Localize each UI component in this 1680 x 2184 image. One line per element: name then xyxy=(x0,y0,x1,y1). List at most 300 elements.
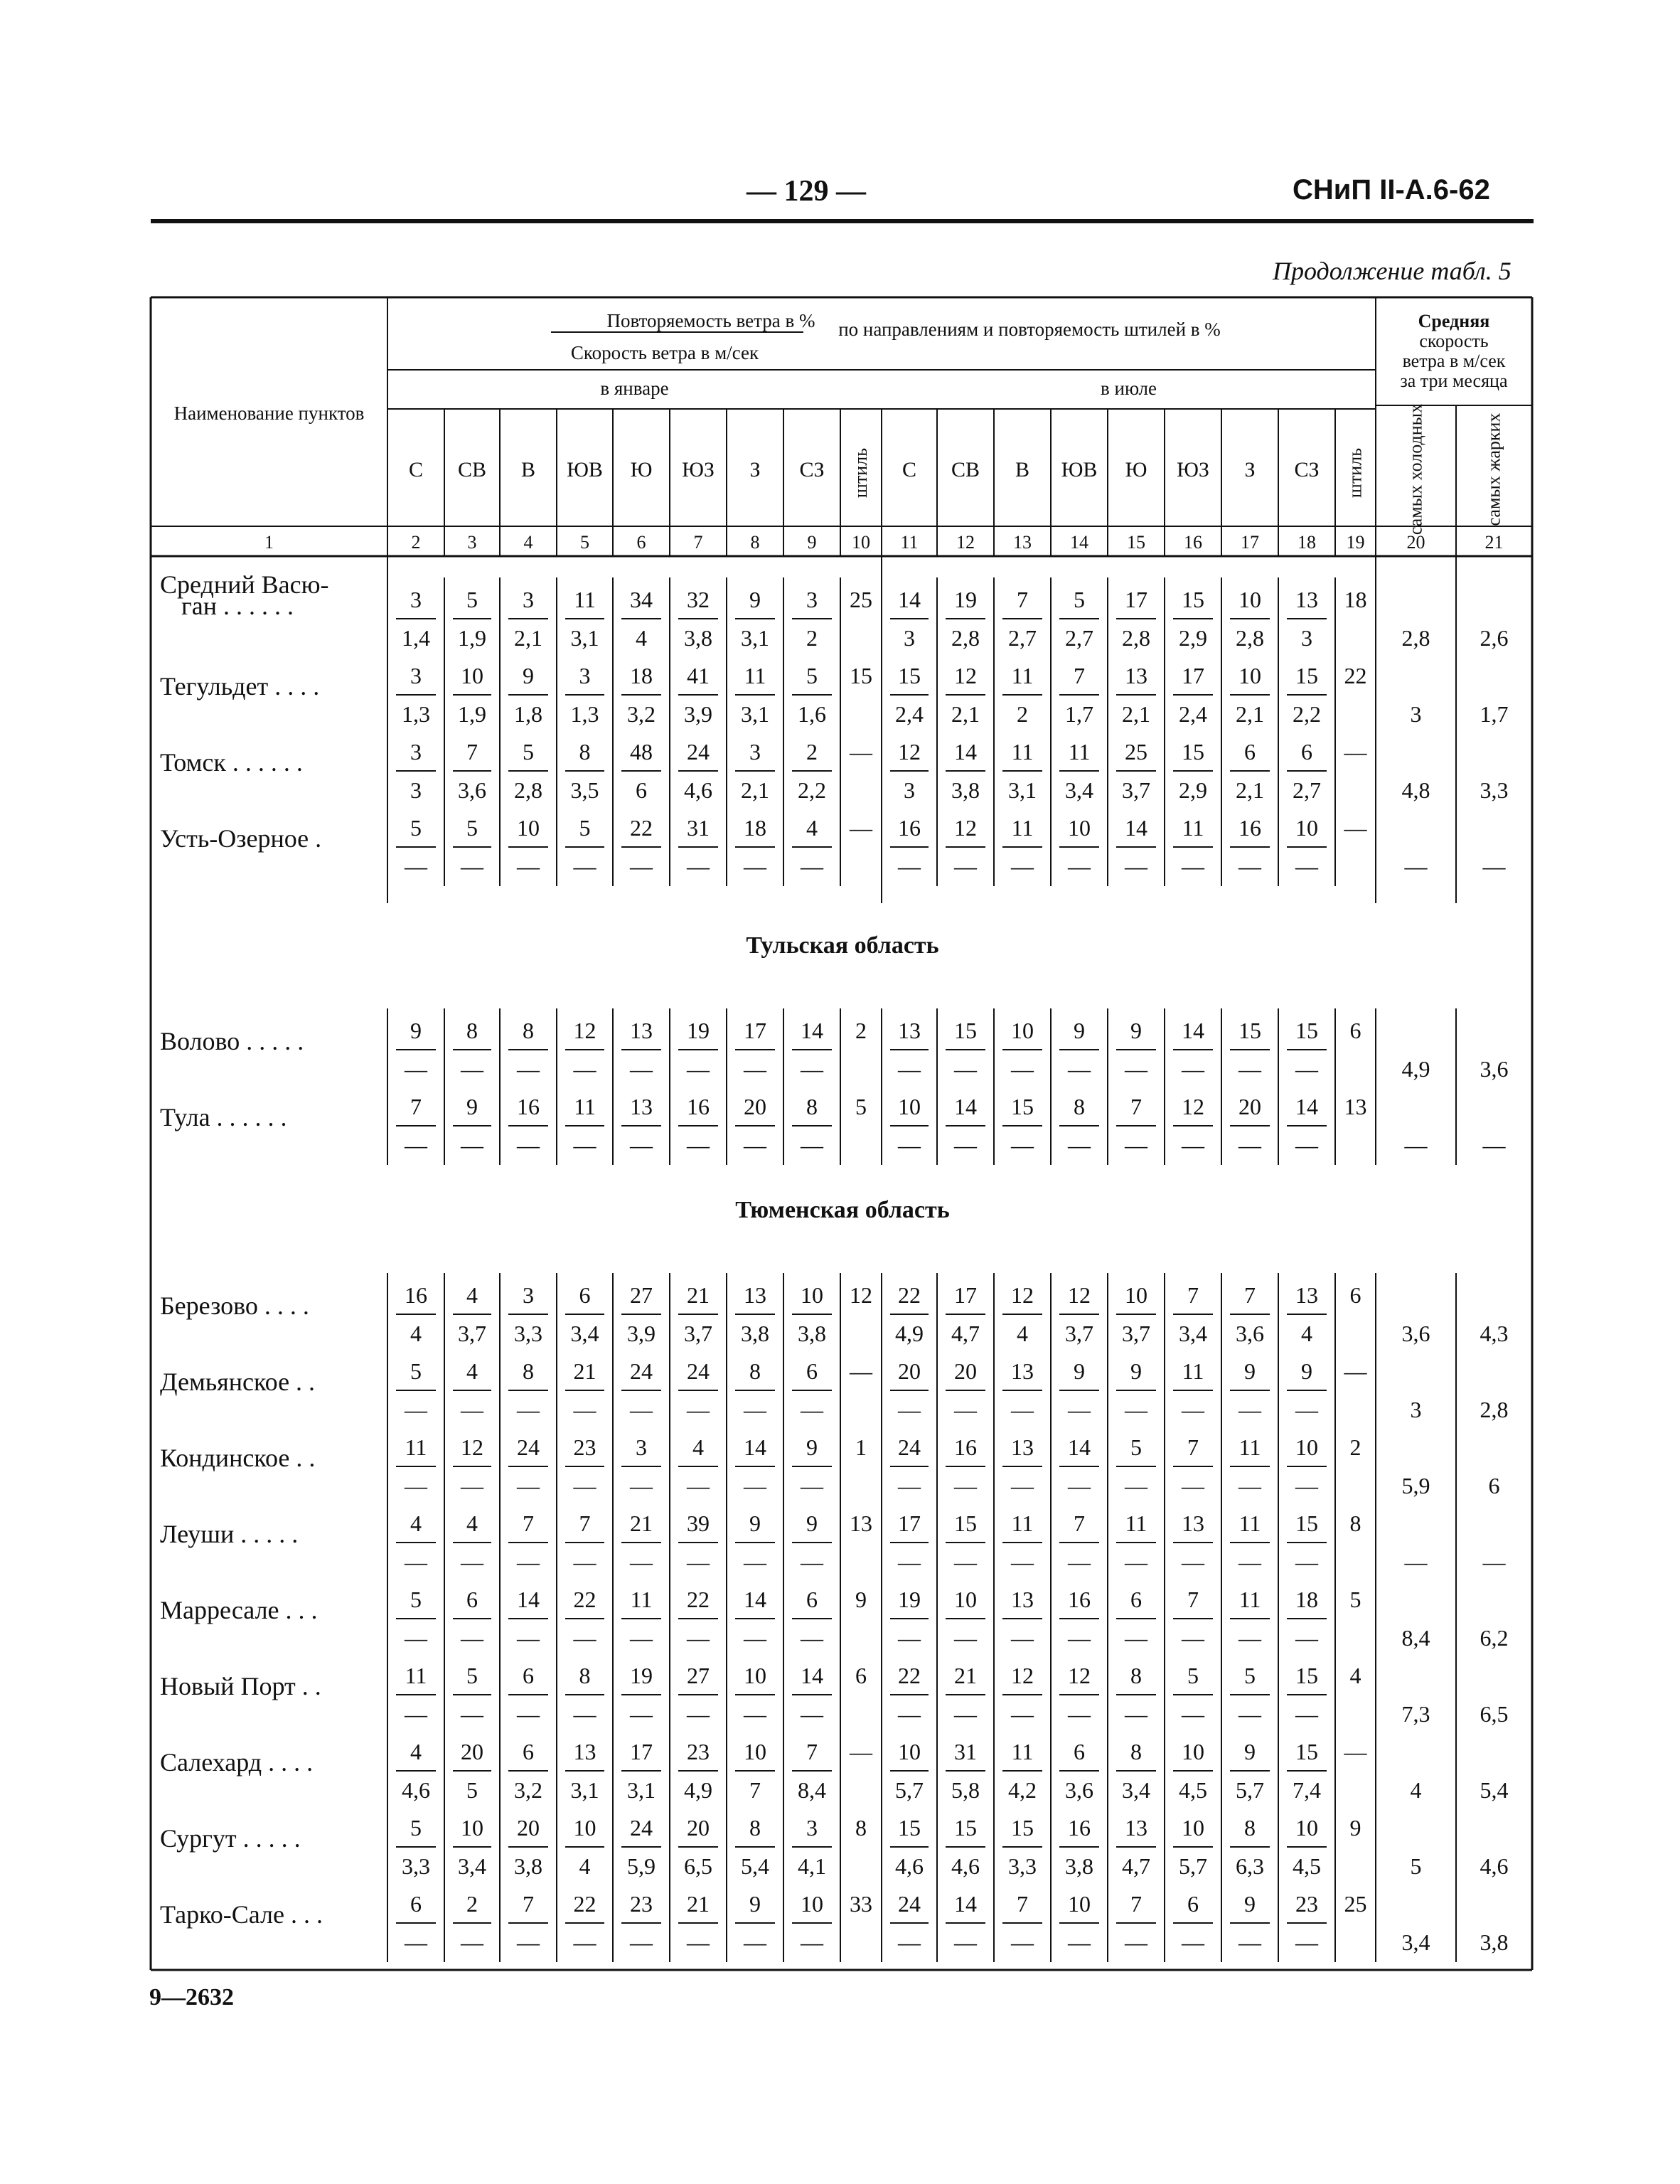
speed-value: 4,6 xyxy=(684,777,712,803)
column-number: 19 xyxy=(1346,532,1365,553)
speed-value: — xyxy=(1011,1056,1034,1082)
frequency-value: 10 xyxy=(1125,1282,1147,1308)
speed-value: — xyxy=(461,1701,483,1727)
frequency-value: 16 xyxy=(954,1434,977,1460)
speed-value: — xyxy=(461,853,483,879)
speed-value: 3,7 xyxy=(458,1321,486,1346)
frequency-value: 19 xyxy=(898,1587,921,1612)
speed-value: — xyxy=(1011,1549,1034,1575)
frequency-value: 24 xyxy=(898,1434,921,1460)
speed-value: — xyxy=(461,1929,483,1955)
avg-coldest-value: 3,4 xyxy=(1401,1929,1430,1955)
header-coldest: самых холодных xyxy=(1405,403,1426,536)
speed-value: — xyxy=(405,1397,427,1422)
speed-value: 3,7 xyxy=(1065,1321,1093,1346)
station-name: Салехард . . . . xyxy=(160,1748,314,1777)
frequency-value: 4 xyxy=(692,1434,704,1460)
frequency-value: 8 xyxy=(1130,1663,1142,1688)
header-speed-title: Скорость ветра в м/сек xyxy=(570,342,759,363)
frequency-value: 9 xyxy=(523,663,534,688)
frequency-value: 25 xyxy=(1125,739,1147,765)
header-avg-speed: ветра в м/сек xyxy=(1402,351,1506,371)
speed-value: — xyxy=(687,1625,710,1651)
station-name: Волово . . . . . xyxy=(160,1027,304,1055)
speed-value: — xyxy=(1011,1132,1034,1158)
frequency-value: 3 xyxy=(410,663,422,688)
speed-value: 1,4 xyxy=(402,625,430,651)
frequency-value: 5 xyxy=(1074,587,1085,612)
speed-value: 6 xyxy=(636,777,647,803)
calm-value: 22 xyxy=(1344,663,1367,688)
station-name: Леуши . . . . . xyxy=(160,1520,299,1548)
speed-value: — xyxy=(630,1473,653,1498)
frequency-value: 8 xyxy=(749,1358,761,1384)
frequency-value: 21 xyxy=(687,1282,710,1308)
frequency-value: 22 xyxy=(630,815,653,841)
frequency-value: 7 xyxy=(579,1511,591,1536)
frequency-value: 21 xyxy=(687,1891,710,1917)
frequency-value: 5 xyxy=(1244,1663,1256,1688)
frequency-value: 11 xyxy=(1238,1587,1261,1612)
speed-value: — xyxy=(898,1549,921,1575)
frequency-value: 15 xyxy=(1238,1018,1261,1043)
speed-value: — xyxy=(801,1625,823,1651)
avg-hottest-value: 2,6 xyxy=(1480,625,1509,651)
speed-value: — xyxy=(1295,1625,1318,1651)
frequency-value: 13 xyxy=(630,1094,653,1119)
frequency-value: 14 xyxy=(517,1587,540,1612)
speed-value: — xyxy=(405,1132,427,1158)
station-name: Марресале . . . xyxy=(160,1596,318,1624)
speed-value: — xyxy=(744,1473,766,1498)
header-direction: ЮВ xyxy=(567,458,603,481)
station-name: Кондинское . . xyxy=(160,1444,316,1472)
frequency-value: 5 xyxy=(410,1587,422,1612)
speed-value: — xyxy=(1238,1473,1261,1498)
frequency-value: 7 xyxy=(523,1511,534,1536)
frequency-value: 6 xyxy=(806,1358,818,1384)
speed-value: — xyxy=(1068,1549,1091,1575)
speed-value: 3,8 xyxy=(951,777,980,803)
speed-value: 3,8 xyxy=(798,1321,826,1346)
avg-coldest-value: 5,9 xyxy=(1401,1473,1430,1498)
frequency-value: 5 xyxy=(1187,1663,1199,1688)
frequency-value: 12 xyxy=(1182,1094,1204,1119)
printer-signature: 9—2632 xyxy=(149,1984,234,2010)
frequency-value: 21 xyxy=(630,1511,653,1536)
speed-value: — xyxy=(687,1549,710,1575)
frequency-value: 13 xyxy=(1295,587,1318,612)
speed-value: 2,9 xyxy=(1179,777,1207,803)
section-title: Тюменская область xyxy=(735,1197,950,1223)
speed-value: 3 xyxy=(410,777,422,803)
frequency-value: 15 xyxy=(1182,587,1204,612)
frequency-value: 10 xyxy=(517,815,540,841)
speed-value: — xyxy=(801,853,823,879)
header-hottest: самых жарких xyxy=(1483,412,1504,526)
frequency-value: 13 xyxy=(898,1018,921,1043)
speed-value: — xyxy=(1182,1132,1204,1158)
speed-value: — xyxy=(1068,1701,1091,1727)
calm-value: 6 xyxy=(855,1663,867,1688)
header-july: в июле xyxy=(1101,378,1157,399)
speed-value: — xyxy=(744,1929,766,1955)
calm-value: 12 xyxy=(850,1282,872,1308)
frequency-value: 34 xyxy=(630,587,653,612)
speed-value: 3,8 xyxy=(741,1321,769,1346)
frequency-value: 12 xyxy=(954,663,977,688)
frequency-value: 7 xyxy=(410,1094,422,1119)
speed-value: — xyxy=(1011,1929,1034,1955)
avg-hottest-value: 3,3 xyxy=(1480,777,1509,803)
frequency-value: 9 xyxy=(806,1511,818,1536)
calm-value: 8 xyxy=(1349,1511,1361,1536)
frequency-value: 14 xyxy=(801,1663,823,1688)
frequency-value: 14 xyxy=(801,1018,823,1043)
speed-value: — xyxy=(898,1056,921,1082)
speed-value: 3,1 xyxy=(627,1777,656,1803)
frequency-value: 10 xyxy=(461,663,483,688)
speed-value: — xyxy=(405,1625,427,1651)
speed-value: — xyxy=(630,1929,653,1955)
frequency-value: 11 xyxy=(1011,1739,1034,1764)
frequency-value: 5 xyxy=(466,1663,478,1688)
frequency-value: 6 xyxy=(1074,1739,1085,1764)
frequency-value: 23 xyxy=(630,1891,653,1917)
speed-value: 2 xyxy=(1017,701,1028,727)
speed-value: 3,3 xyxy=(514,1321,542,1346)
frequency-value: 10 xyxy=(1295,1434,1318,1460)
frequency-value: 23 xyxy=(573,1434,596,1460)
frequency-value: 3 xyxy=(636,1434,647,1460)
speed-value: — xyxy=(687,1056,710,1082)
frequency-value: 9 xyxy=(1244,1358,1256,1384)
header-direction: Ю xyxy=(1125,458,1147,481)
header-frequency-title-rest: по направлениям и повторяемость штилей в % xyxy=(838,319,1221,340)
header-january: в январе xyxy=(600,378,669,399)
frequency-value: 9 xyxy=(749,1891,761,1917)
speed-value: 5,7 xyxy=(895,1777,924,1803)
frequency-value: 12 xyxy=(898,739,921,765)
speed-value: — xyxy=(517,1056,540,1082)
speed-value: — xyxy=(1295,1701,1318,1727)
column-number: 6 xyxy=(636,532,646,553)
frequency-value: 19 xyxy=(687,1018,710,1043)
avg-coldest-value: 8,4 xyxy=(1401,1625,1430,1651)
frequency-value: 6 xyxy=(579,1282,591,1308)
page-number: — 129 — xyxy=(747,175,866,208)
avg-coldest-value: 4 xyxy=(1410,1777,1422,1803)
calm-value: 25 xyxy=(850,587,872,612)
column-number: 16 xyxy=(1184,532,1202,553)
frequency-value: 23 xyxy=(1295,1891,1318,1917)
frequency-value: 7 xyxy=(1130,1891,1142,1917)
speed-value: — xyxy=(1068,1929,1091,1955)
speed-value: — xyxy=(1011,1473,1034,1498)
speed-value: — xyxy=(1295,1132,1318,1158)
speed-value: 3,7 xyxy=(1122,777,1150,803)
speed-value: — xyxy=(1182,1549,1204,1575)
frequency-value: 12 xyxy=(1068,1282,1091,1308)
speed-value: 3,1 xyxy=(1008,777,1037,803)
column-number: 1 xyxy=(264,532,274,553)
frequency-value: 9 xyxy=(1244,1891,1256,1917)
speed-value: — xyxy=(954,1056,977,1082)
frequency-value: 6 xyxy=(466,1587,478,1612)
calm-value: — xyxy=(850,1358,872,1384)
speed-value: 5,8 xyxy=(951,1777,980,1803)
frequency-value: 10 xyxy=(1068,1891,1091,1917)
frequency-value: 31 xyxy=(954,1739,977,1764)
frequency-value: 11 xyxy=(1011,739,1034,765)
frequency-value: 15 xyxy=(1295,1018,1318,1043)
header-direction: ЮЗ xyxy=(682,458,715,481)
frequency-value: 11 xyxy=(1068,739,1091,765)
frequency-value: 3 xyxy=(523,1282,534,1308)
column-number: 20 xyxy=(1406,532,1425,553)
frequency-value: 22 xyxy=(573,1891,596,1917)
frequency-value: 11 xyxy=(574,587,596,612)
column-number: 8 xyxy=(750,532,760,553)
frequency-value: 3 xyxy=(749,739,761,765)
speed-value: 3,4 xyxy=(1122,1777,1150,1803)
header-direction: СВ xyxy=(951,458,980,481)
frequency-value: 9 xyxy=(1130,1358,1142,1384)
speed-value: — xyxy=(801,1701,823,1727)
speed-value: 2,8 xyxy=(951,625,980,651)
speed-value: — xyxy=(898,1701,921,1727)
header-avg-speed: Средняя xyxy=(1418,311,1490,331)
frequency-value: 8 xyxy=(1074,1094,1085,1119)
column-number: 7 xyxy=(693,532,703,553)
calm-value: 33 xyxy=(850,1891,872,1917)
header-direction: С xyxy=(408,458,424,481)
speed-value: 4,5 xyxy=(1293,1853,1321,1879)
speed-value: — xyxy=(954,1132,977,1158)
column-number: 13 xyxy=(1013,532,1032,553)
speed-value: 2,9 xyxy=(1179,625,1207,651)
calm-value: 9 xyxy=(1349,1815,1361,1841)
header-avg-speed: скорость xyxy=(1419,331,1489,351)
calm-value: 5 xyxy=(1349,1587,1361,1612)
calm-value: — xyxy=(1344,739,1367,765)
speed-value: 3,4 xyxy=(1065,777,1093,803)
speed-value: 2,2 xyxy=(1293,701,1321,727)
frequency-value: 10 xyxy=(1238,663,1261,688)
speed-value: — xyxy=(898,1132,921,1158)
avg-hottest-value: 4,6 xyxy=(1480,1853,1509,1879)
frequency-value: 10 xyxy=(1238,587,1261,612)
frequency-value: 16 xyxy=(898,815,921,841)
speed-value: 5 xyxy=(466,1777,478,1803)
speed-value: 2,7 xyxy=(1293,777,1321,803)
speed-value: — xyxy=(898,1929,921,1955)
speed-value: — xyxy=(1125,853,1147,879)
frequency-value: 7 xyxy=(806,1739,818,1764)
speed-value: — xyxy=(573,853,596,879)
speed-value: 3,4 xyxy=(1179,1321,1207,1346)
frequency-value: 15 xyxy=(1295,1511,1318,1536)
calm-value: 25 xyxy=(1344,1891,1367,1917)
speed-value: 7 xyxy=(749,1777,761,1803)
frequency-value: 3 xyxy=(410,739,422,765)
table-continuation-label: Продолжение табл. 5 xyxy=(1273,257,1512,285)
speed-value: 4,6 xyxy=(951,1853,980,1879)
avg-coldest-value: 3,6 xyxy=(1401,1321,1430,1346)
frequency-value: 7 xyxy=(1074,663,1085,688)
station-name: Тегульдет . . . . xyxy=(160,672,320,701)
frequency-value: 6 xyxy=(410,1891,422,1917)
speed-value: 2,1 xyxy=(1122,701,1150,727)
station-name: ган . . . . . . xyxy=(181,592,294,620)
speed-value: 2,7 xyxy=(1065,625,1093,651)
frequency-value: 8 xyxy=(1130,1739,1142,1764)
frequency-value: 9 xyxy=(1074,1358,1085,1384)
speed-value: — xyxy=(744,1701,766,1727)
column-number: 9 xyxy=(807,532,817,553)
column-number: 5 xyxy=(580,532,589,553)
frequency-value: 11 xyxy=(1182,1358,1204,1384)
avg-hottest-value: 3,6 xyxy=(1480,1056,1509,1082)
speed-value: — xyxy=(801,1056,823,1082)
frequency-value: 4 xyxy=(410,1739,422,1764)
frequency-value: 11 xyxy=(630,1587,653,1612)
speed-value: 2,4 xyxy=(1179,701,1207,727)
calm-value: — xyxy=(850,815,872,841)
calm-value: 6 xyxy=(1349,1018,1361,1043)
speed-value: — xyxy=(573,1549,596,1575)
frequency-value: 13 xyxy=(1125,1815,1147,1841)
speed-value: — xyxy=(405,1701,427,1727)
header-direction: З xyxy=(1244,458,1256,481)
calm-value: 4 xyxy=(1349,1663,1361,1688)
speed-value: — xyxy=(1182,1625,1204,1651)
speed-value: 2,2 xyxy=(798,777,826,803)
speed-value: 3,4 xyxy=(570,1321,599,1346)
speed-value: 4,6 xyxy=(402,1777,430,1803)
frequency-value: 10 xyxy=(801,1282,823,1308)
speed-value: — xyxy=(630,1625,653,1651)
speed-value: 2,8 xyxy=(1236,625,1264,651)
speed-value: — xyxy=(405,1549,427,1575)
speed-value: — xyxy=(573,1625,596,1651)
speed-value: 2,1 xyxy=(951,701,980,727)
speed-value: 3,4 xyxy=(458,1853,486,1879)
speed-value: — xyxy=(573,1473,596,1498)
frequency-value: 14 xyxy=(744,1587,766,1612)
speed-value: 1,6 xyxy=(798,701,826,727)
frequency-value: 13 xyxy=(1011,1358,1034,1384)
speed-value: — xyxy=(517,1549,540,1575)
speed-value: — xyxy=(461,1549,483,1575)
calm-value: 13 xyxy=(1344,1094,1367,1119)
speed-value: — xyxy=(954,1473,977,1498)
speed-value: 3,5 xyxy=(570,777,599,803)
speed-value: 4 xyxy=(410,1321,422,1346)
avg-coldest-value: 4,8 xyxy=(1401,777,1430,803)
frequency-value: 17 xyxy=(898,1511,921,1536)
speed-value: — xyxy=(517,1625,540,1651)
frequency-value: 10 xyxy=(898,1739,921,1764)
speed-value: — xyxy=(687,1701,710,1727)
frequency-value: 13 xyxy=(1125,663,1147,688)
speed-value: — xyxy=(801,1132,823,1158)
frequency-value: 16 xyxy=(405,1282,427,1308)
station-name: Новый Порт . . xyxy=(160,1672,321,1700)
frequency-value: 13 xyxy=(1182,1511,1204,1536)
header-direction: СЗ xyxy=(799,458,825,481)
header-direction: СВ xyxy=(457,458,487,481)
frequency-value: 8 xyxy=(523,1018,534,1043)
header-calm: штиль xyxy=(850,447,871,499)
frequency-value: 7 xyxy=(1244,1282,1256,1308)
speed-value: 4,6 xyxy=(895,1853,924,1879)
station-name: Тарко-Сале . . . xyxy=(160,1900,323,1929)
speed-value: 4 xyxy=(1017,1321,1028,1346)
speed-value: 4,7 xyxy=(951,1321,980,1346)
speed-value: — xyxy=(517,1132,540,1158)
frequency-value: 10 xyxy=(1182,1739,1204,1764)
speed-value: — xyxy=(1295,1929,1318,1955)
speed-value: — xyxy=(461,1056,483,1082)
speed-value: — xyxy=(1182,1929,1204,1955)
speed-value: — xyxy=(1238,1549,1261,1575)
column-number: 14 xyxy=(1070,532,1088,553)
avg-coldest-value: — xyxy=(1404,1132,1428,1158)
speed-value: — xyxy=(954,1625,977,1651)
speed-value: — xyxy=(687,853,710,879)
avg-coldest-value: 3 xyxy=(1410,701,1422,727)
frequency-value: 19 xyxy=(630,1663,653,1688)
frequency-value: 13 xyxy=(573,1739,596,1764)
frequency-value: 31 xyxy=(687,815,710,841)
frequency-value: 32 xyxy=(687,587,710,612)
frequency-value: 16 xyxy=(517,1094,540,1119)
speed-value: — xyxy=(1068,1132,1091,1158)
speed-value: — xyxy=(630,1397,653,1422)
frequency-value: 10 xyxy=(801,1891,823,1917)
speed-value: — xyxy=(1125,1549,1147,1575)
speed-value: — xyxy=(687,1132,710,1158)
speed-value: 3,2 xyxy=(514,1777,542,1803)
speed-value: — xyxy=(744,1056,766,1082)
speed-value: 1,8 xyxy=(514,701,542,727)
frequency-value: 27 xyxy=(687,1663,710,1688)
frequency-value: 9 xyxy=(749,587,761,612)
calm-value: — xyxy=(1344,1358,1367,1384)
speed-value: 4,7 xyxy=(1122,1853,1150,1879)
speed-value: — xyxy=(898,1473,921,1498)
frequency-value: 12 xyxy=(1011,1663,1034,1688)
frequency-value: 24 xyxy=(630,1815,653,1841)
document-code: СНиП II-А.6-62 xyxy=(1293,174,1490,206)
frequency-value: 14 xyxy=(1182,1018,1204,1043)
speed-value: 3,1 xyxy=(741,625,769,651)
frequency-value: 18 xyxy=(744,815,766,841)
avg-coldest-value: 7,3 xyxy=(1401,1701,1430,1727)
speed-value: — xyxy=(954,853,977,879)
frequency-value: 10 xyxy=(954,1587,977,1612)
station-name: Березово . . . . xyxy=(160,1291,309,1320)
speed-value: — xyxy=(1125,1625,1147,1651)
column-number: 12 xyxy=(956,532,975,553)
calm-value: 1 xyxy=(855,1434,867,1460)
column-number: 10 xyxy=(852,532,870,553)
speed-value: — xyxy=(573,1929,596,1955)
frequency-value: 22 xyxy=(573,1587,596,1612)
column-number: 11 xyxy=(900,532,919,553)
station-name: Средний Васю- xyxy=(160,570,329,599)
